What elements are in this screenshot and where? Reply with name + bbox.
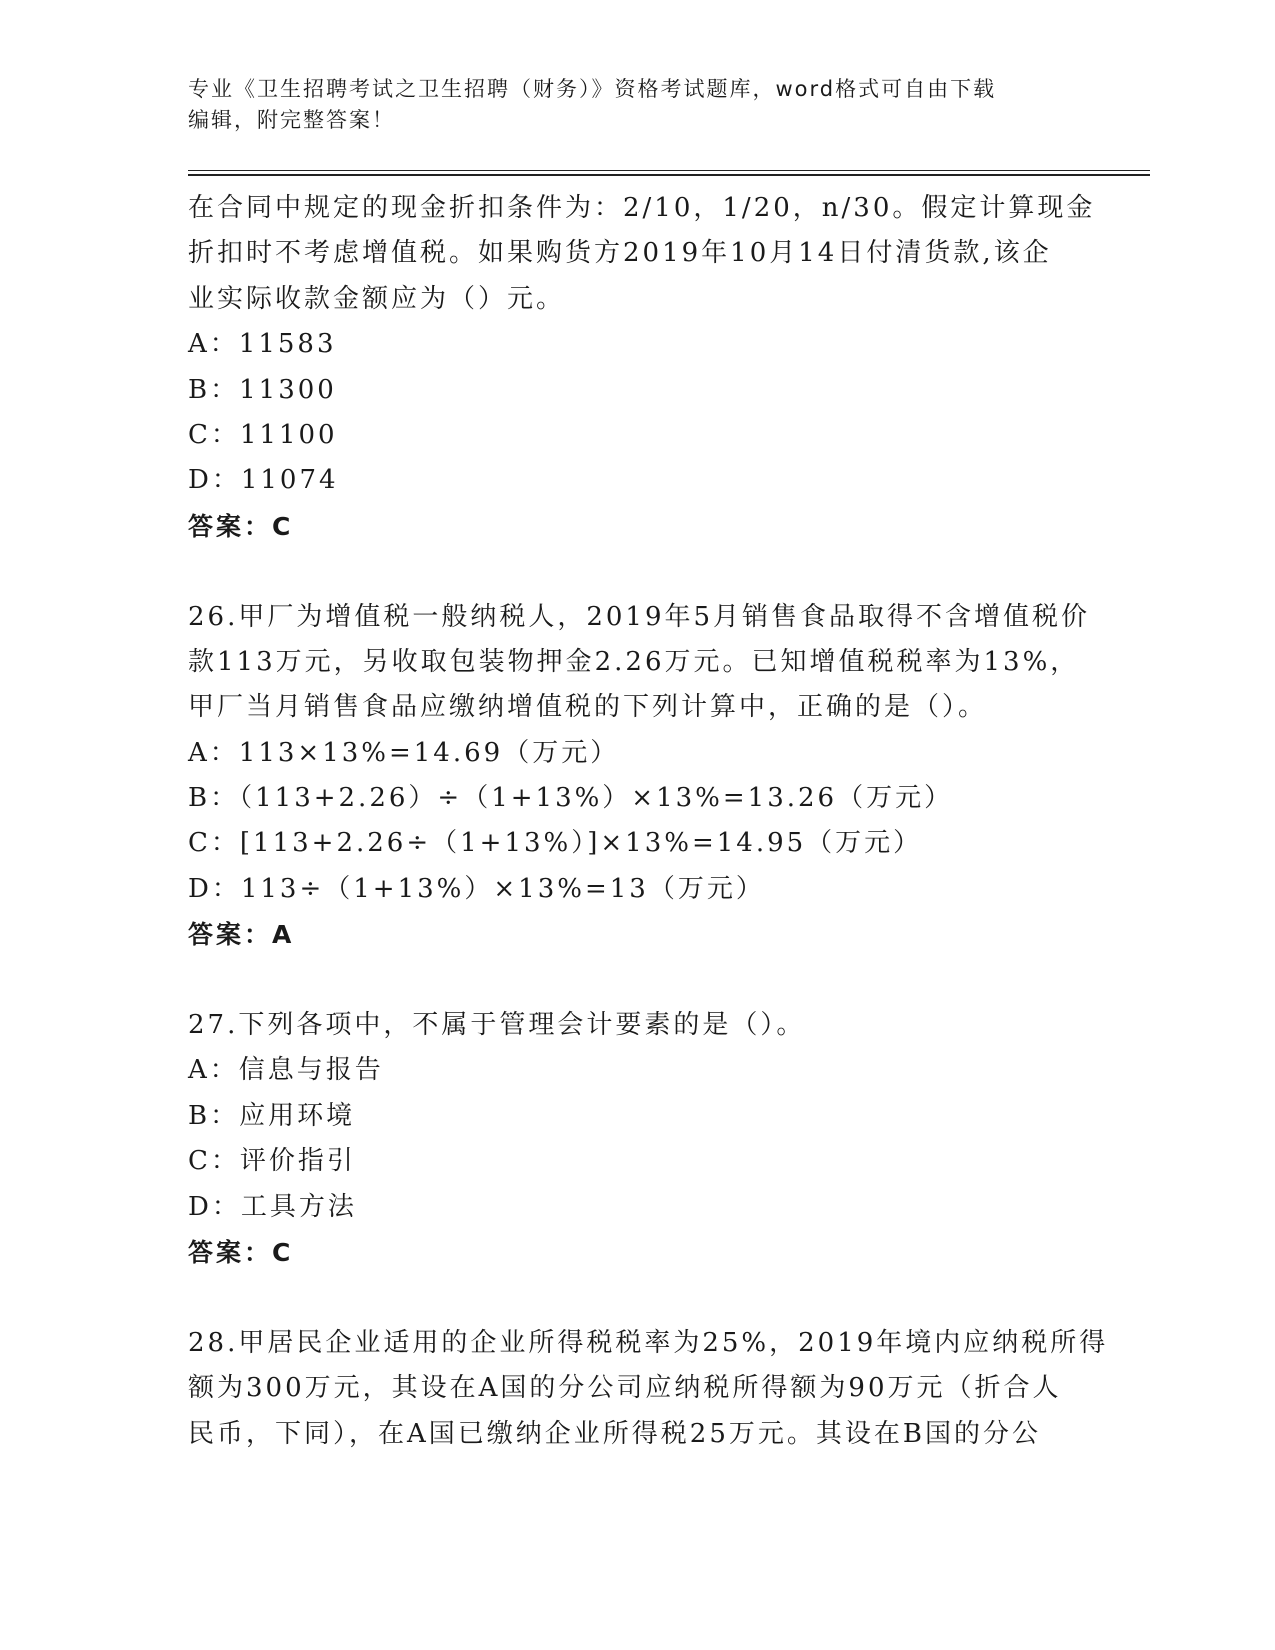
option-d: D：11074 [188,465,339,496]
question-text-line: 额为300万元，其设在A国的分公司应纳税所得额为90万元（折合人 [188,1373,1062,1404]
spacer [188,958,1088,1003]
question-text-line: 27.下列各项中，不属于管理会计要素的是（）。 [188,1010,806,1041]
question-text-line: 款113万元，另收取包装物押金2.26万元。已知增值税税率为13%， [188,646,1080,677]
question-25 [188,186,1096,549]
option-a: A：11583 [188,329,337,360]
question-content [188,186,1109,1457]
header-line-2: 编辑，附完整答案！ [188,108,395,132]
question-text-line: 业实际收款金额应为（）元。 [188,283,566,314]
question-text-line: 28.甲居民企业适用的企业所得税税率为25%，2019年境内应纳税所得 [188,1327,1109,1358]
document-header [188,74,1068,136]
question-text-line: 26.甲厂为增值税一般纳税人，2019年5月销售食品取得不含增值税价 [188,601,1091,632]
option-b: B：11300 [188,374,337,405]
answer-label: 答案：A [188,920,295,950]
option-b: B：（113+2.26）÷（1+13%）×13%=13.26（万元） [188,783,954,814]
question-text-line: 折扣时不考虑增值税。如果购货方2019年10月14日付清货款,该企 [188,238,1052,269]
question-text-line: 甲厂当月销售食品应缴纳增值税的下列计算中，正确的是（）。 [188,692,988,723]
question-28 [188,1321,1109,1457]
spacer [188,1275,1088,1320]
question-26 [188,595,1091,958]
question-text-line: 民币，下同），在A国已缴纳企业所得税25万元。其设在B国的分公 [188,1418,1041,1449]
spacer [188,549,1088,594]
option-c: C：11100 [188,419,338,450]
option-d: D：113÷（1+13%）×13%=13（万元） [188,873,765,904]
answer-label: 答案：C [188,511,294,541]
question-text-line: 在合同中规定的现金折扣条件为：2/10，1/20，n/30。假定计算现金 [188,193,1096,223]
option-c: C：[113+2.26÷（1+13%）]×13%=14.95（万元） [188,828,923,859]
answer-label: 答案：C [188,1237,294,1267]
option-d: D：工具方法 [188,1191,357,1222]
header-divider-thin [188,170,1150,171]
option-a: A：信息与报告 [188,1055,384,1086]
option-a: A：113×13%=14.69（万元） [188,737,620,768]
header-divider-thick [188,174,1150,176]
option-c: C：评价指引 [188,1146,356,1177]
option-b: B：应用环境 [188,1100,356,1131]
question-27 [188,1003,1088,1275]
header-line-1: 专业《卫生招聘考试之卫生招聘（财务）》资格考试题库，word格式可自由下载 [188,77,997,101]
